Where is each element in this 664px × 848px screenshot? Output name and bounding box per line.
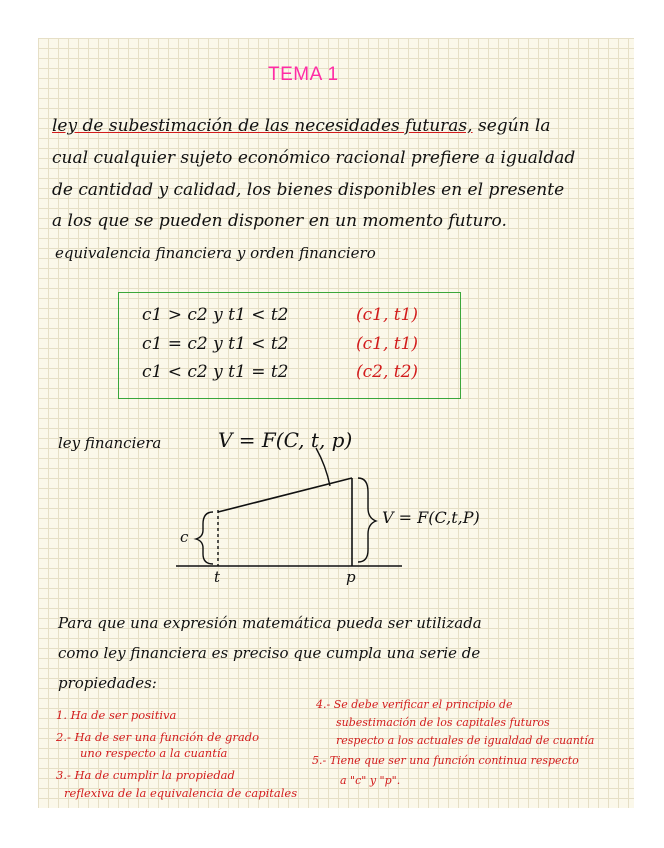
intro-line-1-rest: según la: [472, 116, 551, 136]
para2-line-2: como ley financiera es preciso que cumpla una serie de: [58, 644, 481, 662]
value-line: [218, 478, 352, 512]
ley-formula: V = F(C, t, p): [218, 428, 353, 452]
intro-line-2: cual cualquier sujeto económico racional prefiere a igualdad: [52, 148, 576, 168]
condition-row-1: c1 > c2 y t1 < t2: [142, 305, 289, 325]
c-label: c: [180, 528, 189, 546]
property-4: 4.- Se debe verificar el principio de: [316, 698, 513, 711]
intro-line-4: a los que se pueden disponer en un momento futuro.: [52, 211, 507, 231]
property-2-cont: uno respecto a la cuantía: [80, 746, 228, 760]
subtitle-equivalence: equivalencia financiera y orden financiero: [55, 244, 376, 262]
para2-line-1: Para que una expresión matemática pueda ser utilizada: [58, 614, 482, 632]
page-title: TEMA 1: [268, 64, 339, 85]
property-3: 3.- Ha de cumplir la propiedad: [56, 768, 235, 782]
intro-line-3: de cantidad y calidad, los bienes disponibles en el presente: [52, 180, 565, 200]
condition-row-3: c1 < c2 y t1 = t2: [142, 362, 289, 382]
property-2: 2.- Ha de ser una función de grado: [56, 730, 260, 744]
property-1: 1. Ha de ser positiva: [56, 708, 177, 722]
law-name: ley de subestimación de las necesidades futuras,: [52, 116, 473, 136]
condition-row-2: c1 = c2 y t1 < t2: [142, 334, 289, 354]
result-row-3: (c2, t2): [356, 362, 419, 382]
result-row-1: (c1, t1): [356, 305, 419, 325]
property-4-cont2: respecto a los actuales de igualdad de cuantía: [336, 734, 595, 747]
t-label: t: [214, 568, 221, 586]
property-4-cont1: subestimación de los capitales futuros: [336, 716, 550, 729]
property-5: 5.- Tiene que ser una función continua respecto: [312, 754, 579, 767]
v-brace: [358, 478, 376, 562]
ley-financiera-label: ley financiera: [58, 434, 162, 452]
para2-line-3: propiedades:: [58, 674, 157, 692]
property-5-cont: a "c" y "p".: [340, 774, 401, 787]
brace-formula: V = F(C,t,P): [382, 508, 480, 527]
p-label: p: [346, 568, 356, 586]
property-3-cont: reflexiva de la equivalencia de capitales: [64, 786, 298, 800]
pointer-line: [316, 448, 330, 486]
c-brace: [196, 512, 213, 564]
result-row-2: (c1, t1): [356, 334, 419, 354]
